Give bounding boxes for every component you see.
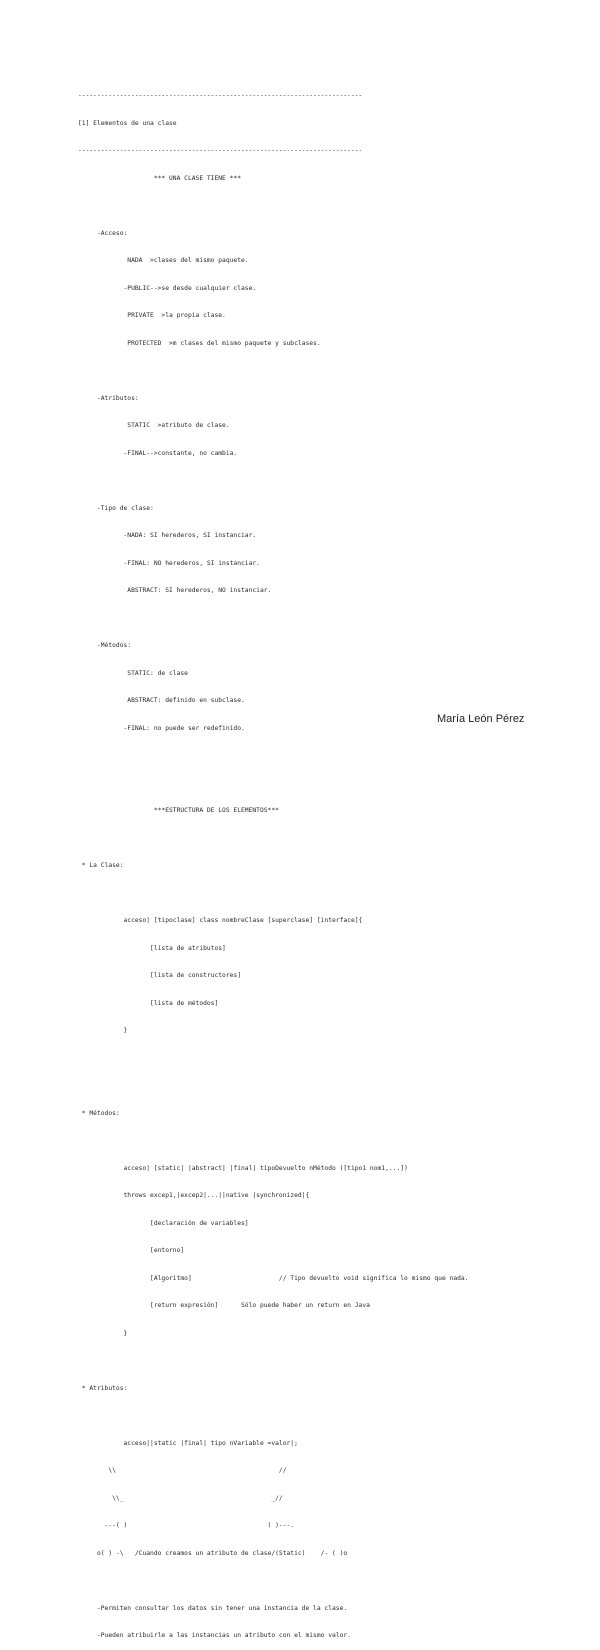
text-line: STATIC: de clase	[78, 669, 188, 677]
text-line: ***ESTRUCTURA DE LOS ELEMENTOS***	[78, 807, 279, 814]
text-line	[78, 834, 468, 844]
text-line: o( ) -\ /Cuando creamos un atributo de clase/(Static) /- ( )o	[78, 1549, 348, 1557]
text-line: -Tipo de clase:	[78, 504, 154, 512]
text-line	[78, 751, 468, 761]
text-line: [Algoritmo] // Tipo devuelto void significa lo mismo que nada.	[78, 1274, 469, 1282]
text-line: -Permiten consultar los datos sin tener una instancia de la clase.	[78, 1604, 348, 1612]
text-line: ---( ) ( )---.	[78, 1522, 295, 1529]
text-line: ---------------------------------------------------------------------------	[78, 147, 363, 154]
text-line: -Atributos:	[78, 394, 139, 402]
text-line: -Acceso:	[78, 229, 128, 237]
text-line: -NADA: SI herederos, SI instanciar.	[78, 532, 257, 539]
text-line: -FINAL-->constante, no cambia.	[78, 449, 238, 457]
text-line	[78, 1411, 468, 1421]
text-line: [entorno]	[78, 1247, 185, 1254]
text-line: acceso||static |final| tipo nVariable =valor|;	[78, 1439, 298, 1447]
text-line: * Atributos:	[78, 1384, 128, 1392]
text-line: ABSTRACT: definido en subclase.	[78, 697, 245, 704]
text-line: * Métodos:	[78, 1109, 120, 1117]
text-line: }	[78, 1027, 128, 1034]
text-line: -PUBLIC-->se desde cualquier clase.	[78, 284, 257, 292]
text-line: *** UNA CLASE TIENE ***	[78, 174, 242, 182]
text-line	[78, 1356, 468, 1366]
text-line: \\ //	[78, 1467, 287, 1474]
text-line: acceso| [tipoclase] class nombreClase [superclase] [interface]{	[78, 917, 363, 924]
text-line: [declaración de variables]	[78, 1219, 249, 1227]
text-line: -FINAL: no puede ser redefinido.	[78, 724, 245, 732]
text-line	[78, 614, 468, 624]
text-line	[78, 1081, 468, 1091]
text-line: * La Clase:	[78, 862, 124, 869]
text-line: PRIVATE >la propia clase.	[78, 312, 226, 319]
text-line: \\_ _//	[78, 1494, 283, 1502]
text-line: -Métodos:	[78, 642, 132, 649]
text-line: -FINAL: NO herederos, SI instanciar.	[78, 559, 260, 567]
text-line: STATIC >atributo de clase.	[78, 422, 230, 429]
text-line: [1] Elementos de una clase	[78, 119, 177, 127]
text-line: acceso| [static| |abstract| |final| tipoDevuelto nMétodo ([tipo1 nom1,...])	[78, 1164, 408, 1172]
text-line	[78, 1576, 468, 1586]
document-body	[78, 73, 468, 1650]
text-line: throws excep1,|excep2|...||native |synchronized|{	[78, 1192, 310, 1199]
text-line: ABSTRACT: SI herederos, NO instanciar.	[78, 587, 272, 594]
text-line: [lista de atributos]	[78, 944, 226, 952]
text-line	[78, 476, 468, 486]
text-line: ---------------------------------------------------------------------------	[78, 92, 363, 99]
text-line	[78, 1136, 468, 1146]
text-line: NADA >clases del mismo paquete.	[78, 257, 249, 264]
text-line: [lista de constructores]	[78, 972, 242, 979]
text-line: }	[78, 1329, 128, 1337]
text-line: [lista de métodos]	[78, 999, 219, 1007]
text-line	[78, 1054, 468, 1064]
text-line	[78, 889, 468, 899]
text-line	[78, 779, 468, 789]
text-line	[78, 366, 468, 376]
text-line: -Pueden atribuirle a las instancias un atributo con el mismo valor.	[78, 1632, 351, 1639]
text-line	[78, 201, 468, 211]
author-name: María León Pérez	[437, 713, 525, 725]
text-line: PROTECTED >m clases del mismo paquete y subclases.	[78, 339, 321, 347]
text-line: [return expresión] Sólo puede haber un return en Java	[78, 1302, 370, 1309]
